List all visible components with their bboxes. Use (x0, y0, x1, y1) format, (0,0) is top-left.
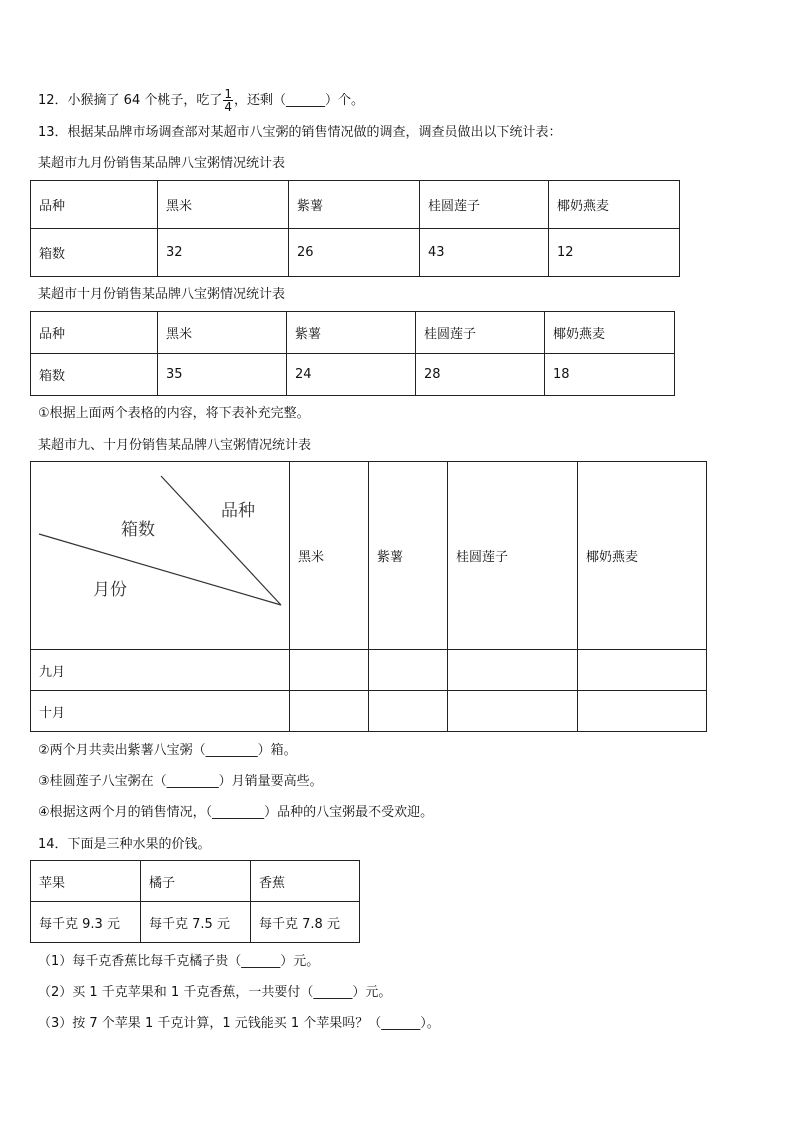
answer-cell[interactable] (369, 691, 448, 732)
table-cell: 每千克 7.8 元 (251, 902, 360, 943)
table-cell: 26 (289, 229, 420, 277)
diag-label-variety: 品种 (221, 501, 255, 521)
diag-label-month: 月份 (93, 580, 127, 600)
fraction: $\frac{1}{4}$ (224, 87, 232, 114)
table-row (31, 229, 680, 277)
table-cell: 32 (158, 229, 289, 277)
q13-sub2: ②两个月共卖出紫薯八宝粥（________）箱。 (38, 743, 297, 758)
table-header-cell: 椰奶燕麦 (549, 181, 680, 229)
q14-sub3: （3）按 7 个苹果 1 千克计算，1 元钱能买 1 个苹果吗？（______）。 (38, 1016, 440, 1031)
table-header-cell: 桂圆莲子 (448, 462, 578, 650)
question-13-intro: 13．根据某品牌市场调查部对某超市八宝粥的销售情况做的调查，调查员做出以下统计表： (38, 125, 562, 140)
table-cell: 24 (287, 354, 416, 396)
table-cell: 箱数 (31, 354, 158, 396)
combined-table-title: 某超市九、十月份销售某品牌八宝粥情况统计表 (38, 438, 312, 453)
table-header-cell: 苹果 (31, 861, 141, 902)
answer-cell[interactable] (448, 650, 578, 691)
table-header-cell: 紫薯 (369, 462, 448, 650)
table-cell: 箱数 (31, 229, 158, 277)
table-cell: 28 (416, 354, 545, 396)
q14-sub1: （1）每千克香蕉比每千克橘子贵（______）元。 (38, 954, 320, 969)
table-row (31, 312, 675, 354)
answer-cell[interactable] (578, 691, 707, 732)
q13-sub3: ③桂圆莲子八宝粥在（________）月销量要高些。 (38, 774, 323, 789)
table-cell: 每千克 7.5 元 (141, 902, 251, 943)
table-header-cell: 紫薯 (287, 312, 416, 354)
answer-cell[interactable] (369, 650, 448, 691)
q14-sub2: （2）买 1 千克苹果和 1 千克香蕉，一共要付（______）元。 (38, 985, 392, 1000)
q13-sub4: ④根据这两个月的销售情况，（________）品种的八宝粥最不受欢迎。 (38, 805, 434, 820)
table-row (31, 462, 707, 650)
q12-text-post: ，还剩（______）个。 (234, 93, 365, 108)
table-header-cell: 黑米 (158, 181, 289, 229)
answer-cell[interactable] (290, 691, 369, 732)
answer-cell[interactable] (448, 691, 578, 732)
table-header-cell: 黑米 (290, 462, 369, 650)
table-row (31, 902, 360, 943)
fruit-price-table (30, 860, 360, 943)
table-row (31, 650, 707, 691)
question-14-intro: 14．下面是三种水果的价钱。 (38, 837, 211, 852)
table-header-cell: 品种 (31, 312, 158, 354)
table-cell: 12 (549, 229, 680, 277)
table-cell: 九月 (31, 650, 290, 691)
q12-text-pre: 12．小猴摘了 64 个桃子，吃了 (38, 93, 223, 108)
oct-table-title: 某超市十月份销售某品牌八宝粥情况统计表 (38, 287, 286, 302)
table-cell: 18 (545, 354, 675, 396)
table-header-cell: 桂圆莲子 (420, 181, 549, 229)
diag-label-boxes: 箱数 (121, 520, 155, 540)
diagonal-lines (31, 462, 289, 649)
table-header-cell: 香蕉 (251, 861, 360, 902)
table-cell: 每千克 9.3 元 (31, 902, 141, 943)
table-header-cell: 椰奶燕麦 (545, 312, 675, 354)
table-header-cell: 椰奶燕麦 (578, 462, 707, 650)
table-header-cell: 紫薯 (289, 181, 420, 229)
table-row (31, 861, 360, 902)
answer-cell[interactable] (290, 650, 369, 691)
answer-cell[interactable] (578, 650, 707, 691)
sept-table-title: 某超市九月份销售某品牌八宝粥情况统计表 (38, 156, 286, 171)
question-12 (38, 88, 364, 113)
combined-sales-table (30, 461, 707, 732)
table-cell: 43 (420, 229, 549, 277)
table-row (31, 354, 675, 396)
table-row (31, 691, 707, 732)
table-cell: 十月 (31, 691, 290, 732)
table-cell: 35 (158, 354, 287, 396)
table-header-cell: 橘子 (141, 861, 251, 902)
table-header-cell: 品种 (31, 181, 158, 229)
table-header-cell: 桂圆莲子 (416, 312, 545, 354)
q13-sub1: ①根据上面两个表格的内容，将下表补充完整。 (38, 406, 310, 421)
table-row (31, 181, 680, 229)
diagonal-header-cell (31, 462, 290, 650)
table-header-cell: 黑米 (158, 312, 287, 354)
oct-sales-table (30, 311, 675, 396)
sept-sales-table (30, 180, 680, 277)
